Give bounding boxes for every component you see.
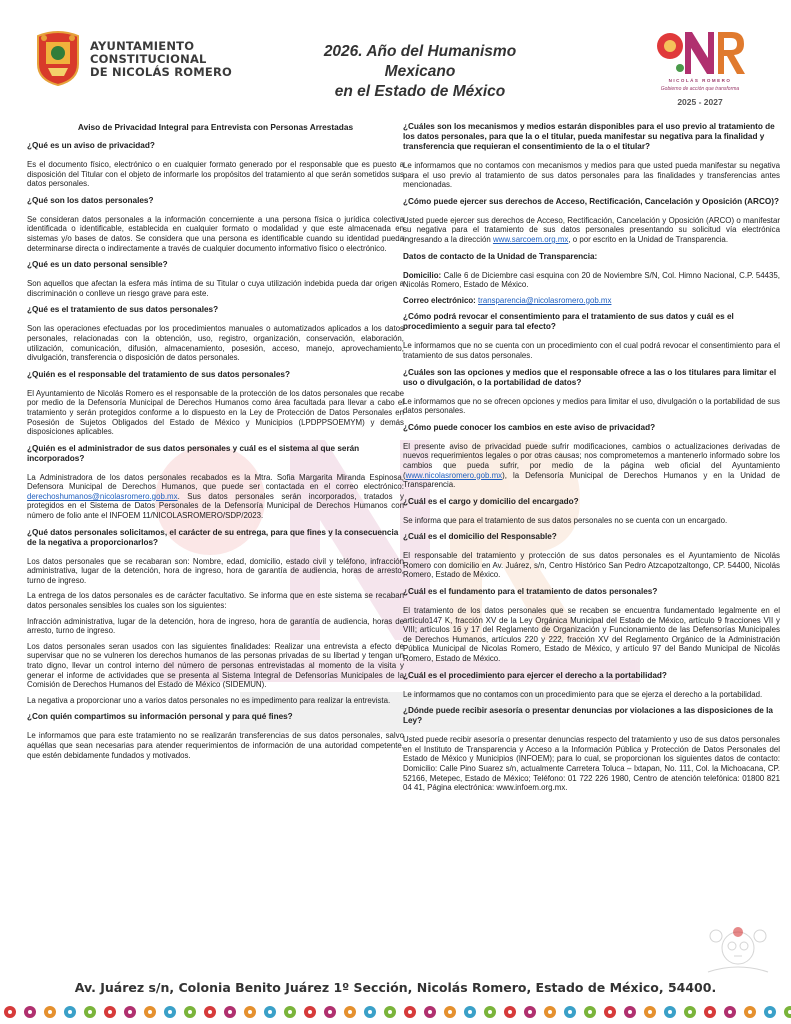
question-heading: ¿Cómo puede ejercer sus derechos de Acceso, Rectificación, Cancelación y Oposición (ARCO)? bbox=[403, 196, 779, 206]
decorative-floral-footer-band bbox=[0, 1000, 791, 1024]
footer-flower-center bbox=[528, 1010, 532, 1014]
question-heading: ¿Quién es el responsable del tratamiento de sus datos personales? bbox=[27, 369, 290, 379]
footer-flower-center bbox=[268, 1010, 272, 1014]
answer-paragraph: Son aquellos que afectan la esfera más íntima de su Titular o cuya utilización indebida pueda dar origen a discriminación o conlleve un riesgo grave para este. bbox=[27, 279, 404, 298]
domicilio-value: Calle 6 de Diciembre casi esquina con 20 de Noviembre S/N, Col. Himno Nacional, C.P. 54435, Nicolás Romero, Estado de México. bbox=[403, 270, 780, 290]
section-contacto bbox=[403, 252, 780, 306]
footer-flower-center bbox=[428, 1010, 432, 1014]
answer-paragraph: Es el documento físico, electrónico o en cualquier formato generado por el responsable que es puesto a disposición del Titular con el objeto de informarle los propósitos del tratamiento al que serán sometidos sus datos personales. bbox=[27, 160, 404, 189]
motto-line2: en el Estado de México bbox=[334, 83, 506, 100]
footer-flower-center bbox=[768, 1010, 772, 1014]
footer-flower-center bbox=[668, 1010, 672, 1014]
answer-paragraph: Se informa que para el tratamiento de sus datos personales no se cuenta con un encargado. bbox=[403, 515, 728, 525]
answer-paragraph: Infracción administrativa, lugar de la detención, hora de ingreso, hora de garantía de audiencia, horas de arresto, turno de ingreso. bbox=[27, 616, 404, 636]
section-tratamiento bbox=[27, 305, 404, 362]
question-heading: ¿Cuáles son los mecanismos y medios estarán disponibles para el uso previo al tratamiento de los datos personales, para que la o el titular, pueda manifestar su negativa para la finalidad y transferencia que requieran el consentimiento de la o el titular? bbox=[403, 122, 775, 151]
org-name-line3: DE NICOLÁS ROMERO bbox=[90, 65, 233, 79]
question-heading: ¿Cuál es el procedimiento para ejercer el derecho a la portabilidad? bbox=[403, 670, 667, 680]
changes-text-before: El presente aviso de privacidad puede sufrir modificaciones, cambios o actualizaciones derivadas de nuevos requerimientos legales o por otras causas; nos comprometemos a mantenerlo informado sobre los cambios que pueda sufrir, por medio de la página web oficial del Ayuntamiento ( bbox=[403, 441, 780, 480]
footer-flower-center bbox=[148, 1010, 152, 1014]
motto-line1: 2026. Año del Humanismo Mexicano bbox=[323, 43, 517, 80]
question-heading: ¿Qué son los datos personales? bbox=[27, 195, 154, 205]
footer-flower-center bbox=[208, 1010, 212, 1014]
right-column bbox=[403, 122, 780, 800]
org-name bbox=[90, 40, 232, 79]
section-transferencias bbox=[27, 712, 404, 760]
footer-flower-center bbox=[188, 1010, 192, 1014]
answer-paragraph: Se consideran datos personales a la información concerniente a una persona física o jurídica colectiva identificada o identificable, establecida en cualquier formato o modalidad y que este almacenada en sistemas y/o bases de datos. Se considera que una persona es identificable cuando su identidad pueda determinarse directa o indirectamente a través de cualquier documento informativo físico o electrónico. bbox=[27, 214, 404, 253]
section-aviso bbox=[27, 141, 404, 189]
footer-flower-center bbox=[368, 1010, 372, 1014]
footer-flower-center bbox=[28, 1010, 32, 1014]
section-datos-personales bbox=[27, 196, 404, 253]
footer-flower-center bbox=[108, 1010, 112, 1014]
question-heading: ¿Quién es el administrador de sus datos personales y cuál es el sistema al que serán incorporados? bbox=[27, 443, 360, 463]
section-domicilio-responsable bbox=[403, 532, 780, 580]
question-heading: ¿Qué es un dato personal sensible? bbox=[27, 260, 168, 270]
footer-flower-center bbox=[748, 1010, 752, 1014]
footer-flower-center bbox=[8, 1010, 12, 1014]
footer-flower-center bbox=[508, 1010, 512, 1014]
footer-address: Av. Juárez s/n, Colonia Benito Juárez 1º Sección, Nicolás Romero, Estado de México, 54400. bbox=[74, 980, 717, 995]
footer-flower-center bbox=[128, 1010, 132, 1014]
answer-paragraph: Le informamos que no se ofrecen opciones y medios para limitar el uso, divulgación o la portabilidad de sus datos personales. bbox=[403, 396, 780, 416]
arco-text-before: Usted puede ejercer sus derechos de Acceso, Rectificación, Cancelación y Oposición (ARCO) o manifestar su negativa para el tratamiento de sus datos personales presentando su solicitud vía electrónica ingresando a la dirección bbox=[403, 215, 780, 244]
admin-text-after: . Sus datos personales serán incorporados, tratados y protegidos en el Sistema de Datos Personales de la Defensoría Municipal de Derechos Humanos con número de folio ante el INFOEM 11/NICOLASROMERO/SDP/2023. bbox=[27, 491, 404, 521]
footer-flower-center bbox=[408, 1010, 412, 1014]
section-datos-solicitados bbox=[27, 528, 404, 706]
footer-flower-center bbox=[588, 1010, 592, 1014]
footer-flower-center bbox=[68, 1010, 72, 1014]
section-portabilidad bbox=[403, 671, 780, 700]
contact-address bbox=[403, 271, 780, 290]
brand-period: 2025 - 2027 bbox=[677, 97, 723, 107]
footer-flower-center bbox=[648, 1010, 652, 1014]
brand-city: NICOLÁS ROMERO bbox=[668, 78, 732, 83]
sarcoem-link[interactable]: www.sarcoem.org.mx bbox=[492, 234, 569, 244]
question-heading: ¿Con quién compartimos su información personal y para qué fines? bbox=[27, 712, 293, 722]
org-name-line2: CONSTITUCIONAL bbox=[90, 52, 207, 66]
footer-flower-center bbox=[488, 1010, 492, 1014]
section-cambios bbox=[403, 423, 780, 490]
section-asesoria bbox=[403, 706, 780, 793]
brand-slogan: Gobierno de acción que transforma bbox=[660, 86, 740, 92]
answer-paragraph: El Ayuntamiento de Nicolás Romero es el responsable de la protección de los datos personales que recabe por medio de la Defensoría Municipal de Derechos Humanos como área facultada para llevar a cabo el tratamiento y serán protegidos conforme a lo dispuesto en la Ley de Protección de Datos Personales en Posesión de Sujetos Obligados del Estado de México y Municipios (LPDPPSOEMYM) y demás disposiciones aplicables. bbox=[27, 388, 404, 437]
footer-flower-center bbox=[708, 1010, 712, 1014]
email-label: Correo electrónico: bbox=[403, 295, 476, 305]
transparencia-email-link[interactable]: transparencia@nicolasromero.gob.mx bbox=[478, 295, 612, 305]
answer-paragraph bbox=[403, 216, 780, 245]
section-fundamento bbox=[403, 587, 780, 664]
nr-administration-logo bbox=[650, 28, 750, 108]
section-revocar bbox=[403, 312, 780, 360]
footer-flower-center bbox=[568, 1010, 572, 1014]
footer-flower-center bbox=[88, 1010, 92, 1014]
footer-flower-center bbox=[248, 1010, 252, 1014]
answer-paragraph: Le informamos que no contamos con un procedimiento para que se ejerza el derecho a la portabilidad. bbox=[403, 689, 763, 699]
footer-flower-center bbox=[628, 1010, 632, 1014]
answer-paragraph: El tratamiento de los datos personales que se recaben se encuentra fundamentado legalmente en el artículo147 K, fracción XV de la Ley Orgánica Municipal del Estado de México, artículo 9 fracciones VII y VIII; artículos 16 y 17 del Reglamento de Organización y Funcionamiento de las Defensorías Municipales de Derechos Humanos, artículos 220 y 222, fracción XV del Reglamento Orgánico de la Administración Pública Municipal de Nicolas Romero, Estado de México, y artículo 97 del Bando Municipal de Nicolás Romero, Estado de México. bbox=[403, 606, 780, 664]
section-responsable bbox=[27, 370, 404, 437]
answer-paragraph: Los datos personales que se recabaran son: Nombre, edad, domicilio, estado civil y teléfono, infracción administrativa, lugar de la detención, hora de ingreso, hora de garantía de audiencia, horas de arresto, turno de ingreso. bbox=[27, 556, 404, 585]
footer-flower-center bbox=[448, 1010, 452, 1014]
footer-flower-center bbox=[48, 1010, 52, 1014]
question-heading: ¿Qué es el tratamiento de sus datos personales? bbox=[27, 305, 219, 315]
footer-flower-center bbox=[348, 1010, 352, 1014]
org-name-line1: AYUNTAMIENTO bbox=[90, 39, 195, 53]
admin-text-before: La Administradora de los datos personales recabados es la Mtra. Sofia Margarita Miranda Espinosa, Defensora Municipal de Derechos Humanos, que puede ser contactada en el correo electrónico: bbox=[27, 472, 404, 492]
footer-flower-center bbox=[548, 1010, 552, 1014]
section-limitar bbox=[403, 368, 780, 416]
municipal-coat-of-arms-logo bbox=[34, 28, 82, 86]
answer-paragraph: La negativa a proporcionar uno a varios datos personales no es impedimento para realizar la entrevista. bbox=[27, 695, 391, 705]
question-heading: ¿Cuáles son las opciones y medios que el responsable ofrece a las o los titulares para limitar el uso o divulgación, o la portabilidad de datos? bbox=[403, 367, 777, 387]
answer-paragraph: Son las operaciones efectuadas por los procedimientos manuales o automatizados aplicados a los datos personales, relacionadas con la obtención, uso, registro, organización, conservación, elaboración, utilización, comunicación, difusión, almacenamiento, posesión, acceso, manejo, aprovechamiento, divulgación, transferencia o disposición de datos personales. bbox=[27, 324, 404, 363]
question-heading: ¿Qué es un aviso de privacidad? bbox=[27, 141, 155, 150]
contact-email bbox=[403, 296, 780, 306]
answer-paragraph: Usted puede recibir asesoría o presentar denuncias respecto del tratamiento y uso de sus datos personales en el Instituto de Transparencia y Acceso a la Información Pública y Protección de Datos Personales del Estado de México y Municipios (INFOEM); para lo cual, se proporcionan los siguientes datos de contacto: Domicilio: Calle Pino Suarez s/n, actualmente Carretera Toluca – Ixtapan, No. 111, Col. la Michoacana, CP. 52166, Metepec, Estado de México; Teléfono: 01 722 226 1980, Centro de atención telefónica: 01800 821 04 41, Página electrónica: www.infoem.org.mx. bbox=[403, 735, 780, 793]
ayuntamiento-web-link[interactable]: www.nicolasromero.gob.mx bbox=[405, 470, 503, 480]
section-arco bbox=[403, 197, 780, 245]
domicilio-label: Domicilio: bbox=[403, 270, 442, 280]
footer-flower-center bbox=[328, 1010, 332, 1014]
question-heading: ¿Cómo puede conocer los cambios en este aviso de privacidad? bbox=[403, 422, 656, 432]
question-heading: ¿Qué datos personales solicitamos, el carácter de su entrega, para que fines y la consecuencia de la negativa a proporcionarlos? bbox=[27, 527, 399, 547]
answer-paragraph: Le informamos que no se cuenta con un procedimiento con el cual podrá revocar el consentimiento para el tratamiento de sus datos personales. bbox=[403, 341, 780, 360]
changes-text-after: ), la Defensoría Municipal de Derechos Humanos y en la Unidad de Transparencia. bbox=[403, 470, 780, 490]
footer-flower-center bbox=[608, 1010, 612, 1014]
section-administrador bbox=[27, 444, 404, 521]
question-heading: ¿Cuál es el domicilio del Responsable? bbox=[403, 532, 557, 542]
decorative-skull-illustration bbox=[698, 922, 778, 980]
footer-flower-center bbox=[688, 1010, 692, 1014]
question-heading: ¿Cuál es el cargo y domicilio del encargado? bbox=[403, 496, 579, 506]
answer-paragraph: Los datos personales seran usados con las siguientes finalidades: Realizar una entrevista a efecto de supervisar que no se vulneren los derechos humanos de las personas privadas de su libertad y tengan un trato digno, llevar un control interno del número de personas entrevistadas al momento de la visita y generar el informe de actividades que se presenta al Sistema Integral de Defensorías Municipales de la Comisión de Derechos Humanos del Estado de México (SIDEMUN). bbox=[27, 641, 404, 690]
section-dato-sensible bbox=[27, 260, 404, 298]
left-column bbox=[27, 122, 404, 767]
question-heading: ¿Dónde puede recibir asesoría o presentar denuncias por violaciones a las disposiciones de la Ley? bbox=[403, 706, 773, 726]
answer-paragraph bbox=[403, 442, 780, 490]
answer-paragraph: Le informamos que para este tratamiento no se realizarán transferencias de sus datos personales, salvo aquéllas que sean necesarias para atender requerimientos de información de una autoridad competente, que estén debidamente fundados y motivados. bbox=[27, 731, 404, 760]
year-motto bbox=[290, 42, 550, 102]
document-title: Aviso de Privacidad Integral para Entrevista con Personas Arrestadas bbox=[77, 122, 354, 132]
footer-flower-center bbox=[308, 1010, 312, 1014]
question-heading: ¿Cuál es el fundamento para el tratamiento de datos personales? bbox=[403, 587, 658, 597]
arco-text-after: , o por escrito en la Unidad de Transparencia. bbox=[568, 234, 729, 244]
question-heading: ¿Cómo podrá revocar el consentimiento para el tratamiento de sus datos y cuál es el procedimiento a seguir para tal efecto? bbox=[403, 312, 734, 332]
footer-flower-center bbox=[468, 1010, 472, 1014]
section-encargado bbox=[403, 497, 780, 526]
footer-flower-center bbox=[228, 1010, 232, 1014]
answer-paragraph: La entrega de los datos personales es de carácter facultativo. Se informa que en este sistema se recaban datos personales sensibles los cuales son los siguientes: bbox=[27, 591, 404, 611]
answer-paragraph bbox=[27, 473, 404, 521]
page-header bbox=[0, 0, 791, 115]
footer-flower-center bbox=[388, 1010, 392, 1014]
section-mecanismos bbox=[403, 122, 780, 190]
footer-flower-center bbox=[728, 1010, 732, 1014]
contact-heading: Datos de contacto de la Unidad de Transparencia: bbox=[403, 251, 598, 261]
answer-paragraph: El responsable del tratamiento y protección de sus datos personales es el Ayuntamiento de Nicolás Romero con domicilio en Av. Juárez, s/n, Centro Histórico San Pedro Atzcapotzaltongo, CP. 54400, Nicolás Romero, Estado de México. bbox=[403, 551, 780, 580]
admin-email-link[interactable]: derechoshumanos@nicolasromero.gob.mx bbox=[27, 491, 178, 501]
answer-paragraph: Le informamos que no contamos con mecanismos y medios para que usted pueda manifestar su negativa para el uso previo al tratamiento de sus datos personales para las finalidades y transferencias antes mencionadas. bbox=[403, 161, 780, 190]
footer-flower-center bbox=[288, 1010, 292, 1014]
footer-flower-center bbox=[168, 1010, 172, 1014]
